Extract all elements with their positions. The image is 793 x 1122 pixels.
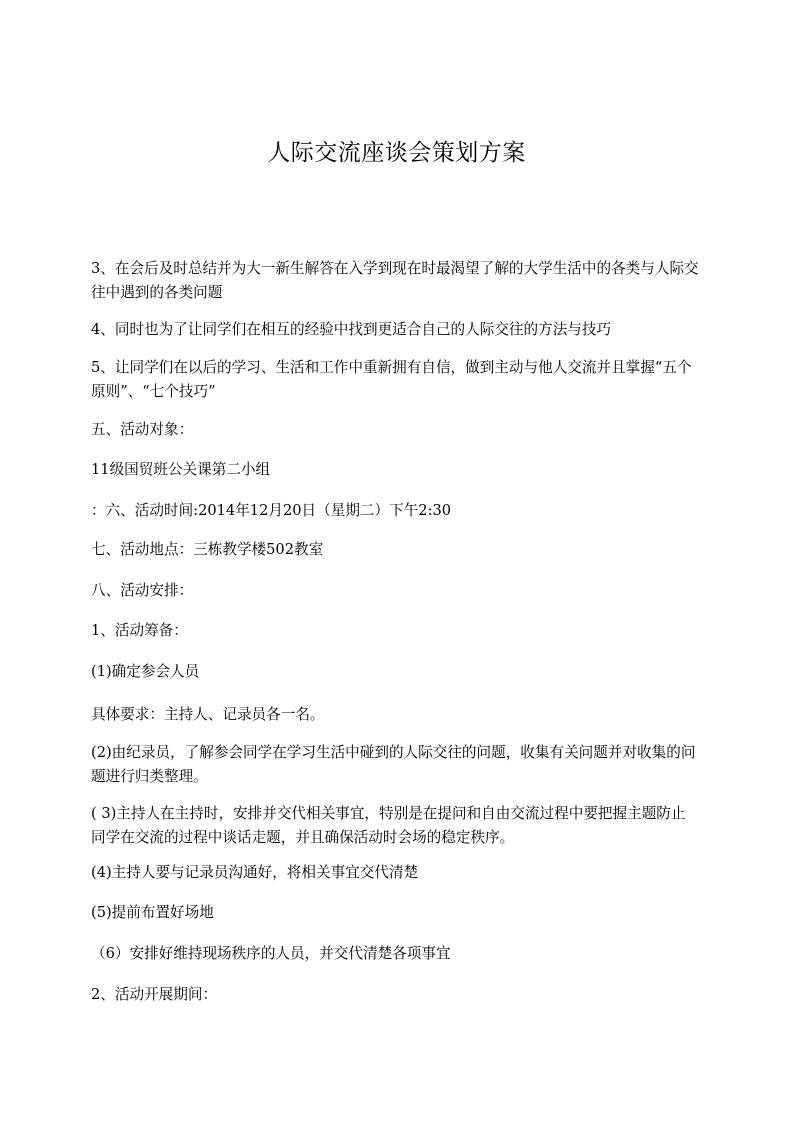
paragraph-audience: 11级国贸班公关课第二小组 <box>91 461 271 478</box>
subsection-heading-preparation: 1、活动筹备： <box>91 622 188 639</box>
paragraph-goal-3: 3、在会后及时总结并为大一新生解答在入学到现在时最渴望了解的大学生活中的各类与人际交往中遇到的各类问题 <box>91 260 699 301</box>
paragraph-time: ：六、活动时间:2014年12月20日（星期二）下午2:30 <box>91 502 452 519</box>
list-item-6: （6）安排好维持现场秩序的人员，并交代清楚各项事宜 <box>91 945 451 962</box>
list-item-1: (1)确定参会人员 <box>91 663 200 680</box>
paragraph-location: 七、活动地点：三栋教学楼502教室 <box>91 541 324 558</box>
section-heading-audience: 五、活动对象： <box>91 421 194 438</box>
section-heading-arrangement: 八、活动安排： <box>91 582 194 599</box>
paragraph-goal-4: 4、同时也为了让同学们在相互的经验中找到更适合自己的人际交往的方法与技巧 <box>91 321 612 338</box>
list-item-4: (4)主持人要与记录员沟通好，将相关事宜交代清楚 <box>91 864 419 881</box>
subsection-heading-during-activity: 2、活动开展期间： <box>91 986 218 1003</box>
list-item-2: (2)由纪录员，了解参会同学在学习生活中碰到的人际交往的问题，收集有关问题并对收集的问题进行归类整理。 <box>91 744 696 785</box>
document-title: 人际交流座谈会策划方案 <box>267 140 526 166</box>
list-item-5: (5)提前布置好场地 <box>91 904 214 921</box>
list-item-3: ( 3)主持人在主持时，安排并交代相关事宜，特别是在提问和自由交流过程中要把握主题防止同学在交流的过程中谈话走题，并且确保活动时会场的稳定秩序。 <box>91 805 686 846</box>
paragraph-goal-5: 5、让同学们在以后的学习、生活和工作中重新拥有自信，做到主动与他人交流并且掌握“五个原则”、“七个技巧” <box>91 359 692 400</box>
paragraph-requirements: 具体要求：主持人、记录员各一名。 <box>91 706 325 723</box>
